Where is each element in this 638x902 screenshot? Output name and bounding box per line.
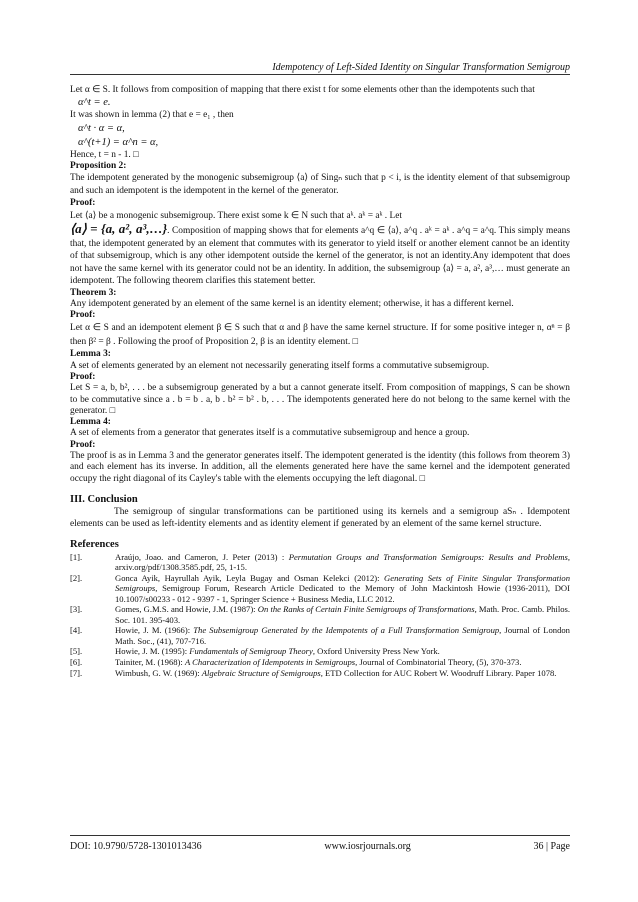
proof-1-text: . Composition of mapping shows that for elements a^q ∈ ⟨a⟩, a^q . aᵏ = aᵏ . a^q = a^q. This simply means that, the idempotent generated by an element that commutes with its generator to yield itself or another element cannot be an identity of that subsemigroup, which is any other idempotent outside the kernel of the generator, is not an identity.Any idempotent that does not have the same kernel with its generator could not be an identity. In addition, the subsemigroup ⟨a⟩ = a, a², a³,… must generate an idempotent. The following theorem clarifies this statement better. (70, 226, 570, 287)
page-footer (70, 841, 570, 852)
reference-item (70, 657, 570, 667)
reference-source: , ETD Collection for AUC Robert W. Woodruff Library. Paper 1078. (320, 667, 557, 678)
references-list (70, 552, 570, 678)
reference-source: , Journal of London Math. Soc., (41), 707-716. (115, 625, 570, 646)
reference-authors: Gomes, G.M.S. and Howie, J.M. (1987): (115, 604, 258, 615)
proof-4-text: The proof is as in Lemma 3 and the generator generates itself. The idempotent generated is the identity (this follows from theorem 3) and each element has its inverse. In addition, all the elements generated here have the same kernel and the idempotent generated occupy the right diagonal of its Cayley's table with the elements occupying the left diagonal. □ (70, 451, 570, 484)
equation-2: α^t · α = α, (78, 122, 125, 134)
reference-authors: Howie, J. M. (1995): (115, 646, 190, 657)
conclusion-text: The semigroup of singular transformations can be partitioned using its kernels and a semigroup aSₙ . Idempotent elements can be used as left-identity elements and as identity element if generated by an element of the same kernel structure. (70, 507, 570, 529)
reference-number: [5]. (70, 646, 83, 657)
reference-authors: Gonca Ayik, Hayrullah Ayik, Leyla Bugay and Osman Kelekci (2012): (115, 573, 385, 584)
reference-item (70, 668, 570, 678)
reference-number: [3]. (70, 604, 83, 615)
reference-title: Permutation Groups and Transformation Semigroups: Results and Problems (288, 552, 568, 563)
reference-number: [6]. (70, 657, 83, 668)
reference-title: Fundamentals of Semigroup Theory (189, 646, 313, 657)
lemma-3-heading: Lemma 3: (70, 349, 111, 360)
proof-1-body (70, 223, 570, 287)
footer-doi: DOI: 10.9790/5728-1301013436 (70, 841, 202, 852)
proof-2-heading: Proof: (70, 310, 96, 321)
proof-3-text: Let S = a, b, b², . . . be a subsemigroup generated by a but a cannot generate itself. From composition of mappings, S can be shown to be commutative since a . b = b . a, b . b² = b² . b, . . . The idempotents generated here do not belong to the same kernel with the generator. □ (70, 383, 570, 416)
reference-source: , Journal of Combinatorial Theory, (5), 370-373. (355, 657, 522, 668)
proof-2-text: Let α ∈ S and an idempotent element β ∈ S such that α and β have the same kernel structure. If for some positive integer n, αⁿ = β then β² = β . Following the proof of Proposition 2, β is an identity element. □ (70, 323, 570, 348)
proof-4-heading: Proof: (70, 439, 96, 450)
reference-source: , Math. Proc. Camb. Philos. Soc. 101. 395-403. (115, 604, 571, 625)
reference-source: , Oxford University Press New York. (312, 646, 440, 657)
header-rule (70, 74, 570, 75)
proof-3-heading: Proof: (70, 372, 96, 382)
reference-authors: Howie, J. M. (1966): (115, 625, 194, 636)
reference-authors: Wimbush, G. W. (1969): (115, 667, 202, 678)
paragraph-1: Let α ∈ S. It follows from composition of mapping that there exist t for some elements other than the idempotents such that (70, 85, 535, 95)
reference-item (70, 604, 570, 624)
lemma-4-text: A set of elements from a generator that generates itself is a commutative subsemigroup and hence a group. (70, 428, 470, 439)
reference-authors: Araújo, Joao. and Cameron, J. Peter (2013) : (115, 552, 289, 563)
lemma-3-text: A set of elements generated by an element not necessarily generating itself forms a commutative subsemigroup. (70, 360, 490, 371)
references-heading: References (70, 538, 119, 550)
reference-source: , arxiv.org/pdf/1308.3585.pdf, 25, 1-15. (115, 552, 570, 573)
reference-title: A Characterization of Idempotents in Semigroups (184, 657, 356, 668)
proof-1-line-a: Let ⟨a⟩ be a monogenic subsemigroup. There exist some k ∈ N such that aᵏ. aᵏ = aᵏ . Let (70, 211, 402, 222)
footer-page-number: 36 | Page (533, 841, 570, 852)
footer-website: www.iosrjournals.org (324, 841, 411, 852)
reference-title: Algebraic Structure of Semigroups (201, 667, 321, 678)
reference-title: The Subsemigroup Generated by the Idempotents of a Full Transformation Semigroup (193, 625, 500, 636)
reference-title: On the Ranks of Certain Finite Semigroups of Transformations (257, 604, 475, 615)
proposition-2-heading: Proposition 2: (70, 160, 127, 171)
footer-rule (70, 835, 570, 836)
reference-number: [4]. (70, 625, 83, 636)
reference-item (70, 646, 570, 656)
reference-number: [1]. (70, 552, 83, 563)
theorem-3-heading: Theorem 3: (70, 287, 117, 298)
reference-item (70, 573, 570, 604)
proof-1-set-math: ⟨a⟩ = {a, a², a³,…} (70, 221, 168, 237)
running-head: Idempotency of Left-Sided Identity on Singular Transformation Semigroup (272, 62, 570, 73)
reference-number: [2]. (70, 573, 83, 584)
paragraph-2: It was shown in lemma (2) that e = e₁ , then (70, 110, 234, 121)
paper-body (70, 85, 570, 679)
equation-3: α^(t+1) = α^n = α, (78, 136, 159, 148)
reference-authors: Tainiter, M. (1968): (115, 657, 185, 668)
conclusion-heading: III. Conclusion (70, 493, 138, 505)
reference-title: Generating Sets of Finite Singular Transformation Semigroups (115, 573, 570, 594)
proposition-2-text: The idempotent generated by the monogenic subsemigroup ⟨a⟩ of Singₙ such that p < i, is the identity element of that subsemigroup and such an idempotent is the idempotent in the kernel of the generator. (70, 173, 570, 197)
reference-item (70, 552, 570, 572)
theorem-3-text: Any idempotent generated by an element of the same kernel is an identity element; otherwise, it has a different kernel. (70, 298, 514, 309)
reference-number: [7]. (70, 667, 83, 678)
equation-1: α^t = e. (78, 97, 111, 109)
paragraph-3: Hence, t = n - 1. □ (70, 149, 139, 160)
reference-source: , Semigroup Forum, Research Article Dedicated to the Memory of John Mackintosh Howie (1936-2011), DOI 10.1007/s00233 - 012 - 9397 - 1, Springer Science + Business Media, LLC 2012. (115, 583, 570, 604)
reference-item (70, 625, 570, 645)
lemma-4-heading: Lemma 4: (70, 417, 111, 428)
proof-1-heading: Proof: (70, 198, 96, 209)
